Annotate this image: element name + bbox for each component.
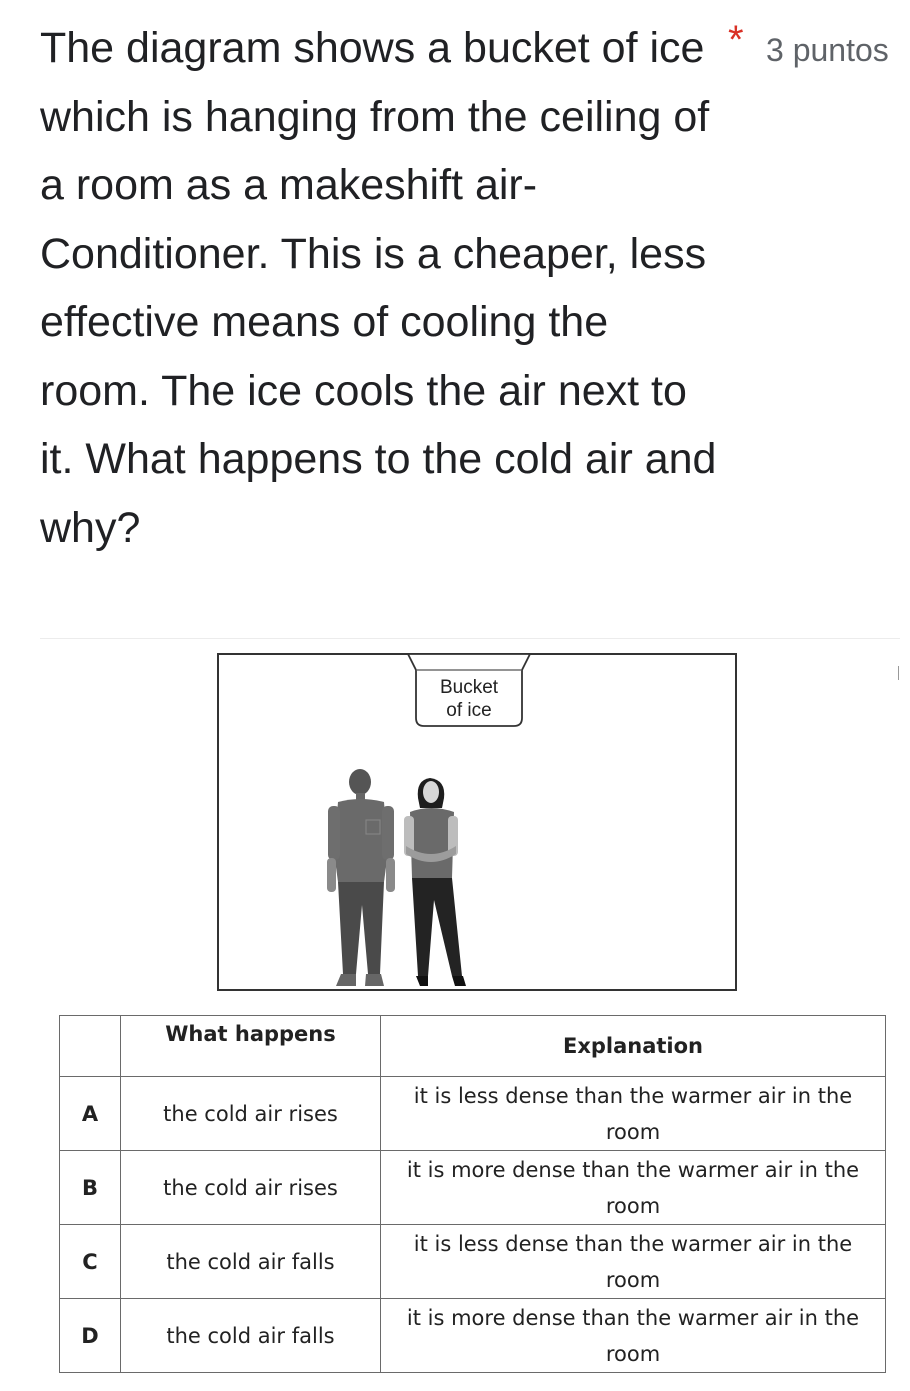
header-what-happens: What happens — [121, 1016, 381, 1077]
option-explanation: it is less dense than the warmer air in the room — [381, 1077, 886, 1151]
option-letter: D — [60, 1299, 121, 1373]
answer-options-table — [59, 1015, 886, 1373]
question-text: The diagram shows a bucket of ice which is hanging from the ceiling of a room as a makeshift air-Conditioner. This is a cheaper, less effective means of cooling the room. The ice cools the air next to it. What happens to the cold air and why? — [40, 24, 717, 552]
table-row — [60, 1225, 886, 1299]
option-explanation: it is more dense than the warmer air in the room — [381, 1151, 886, 1225]
option-what-happens: the cold air rises — [121, 1077, 381, 1151]
option-letter: B — [60, 1151, 121, 1225]
question-figure — [0, 630, 910, 1391]
option-explanation: it is less dense than the warmer air in the room — [381, 1225, 886, 1299]
required-marker: * — [728, 18, 744, 62]
option-explanation: it is more dense than the warmer air in the room — [381, 1299, 886, 1373]
bucket-label-line2: of ice — [446, 700, 492, 721]
option-letter: A — [60, 1077, 121, 1151]
header-explanation: Explanation — [381, 1016, 886, 1077]
table-row — [60, 1151, 886, 1225]
bucket-label-line1: Bucket — [439, 677, 499, 698]
table-row — [60, 1077, 886, 1151]
option-letter: C — [60, 1225, 121, 1299]
points-label: 3 puntos — [766, 32, 889, 68]
bucket-label — [414, 676, 524, 722]
table-header-row — [60, 1016, 886, 1077]
option-what-happens: the cold air rises — [121, 1151, 381, 1225]
table-row — [60, 1299, 886, 1373]
header-letter — [60, 1016, 121, 1077]
option-what-happens: the cold air falls — [121, 1225, 381, 1299]
option-what-happens: the cold air falls — [121, 1299, 381, 1373]
